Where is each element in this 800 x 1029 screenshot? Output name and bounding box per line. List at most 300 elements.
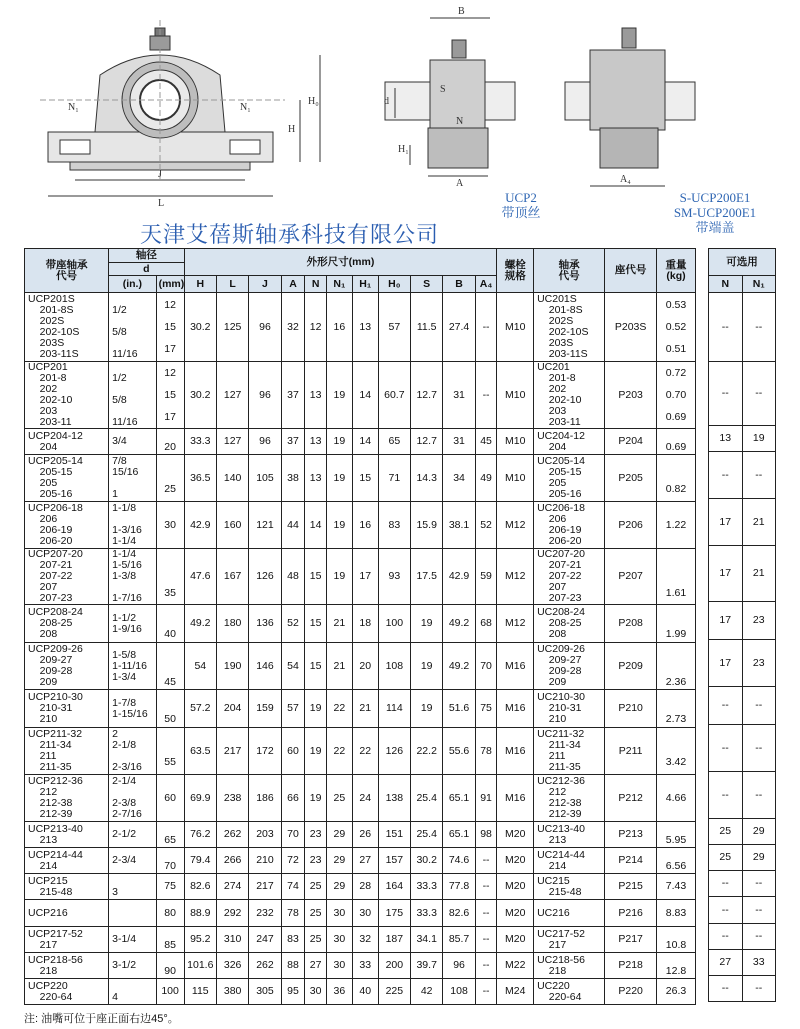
- dim-cell: 14: [352, 429, 378, 455]
- col-header-dim: B: [443, 276, 475, 293]
- dim-cell: 96: [249, 362, 281, 429]
- dim-cell: 29: [326, 848, 352, 874]
- housing-code-cell: UCP214-44 214: [25, 848, 109, 874]
- shaft-mm-cell: 50: [156, 690, 184, 728]
- dim-label-d: d: [384, 96, 389, 107]
- bearing-code-cell: UC209-26 209-27 209-28 209: [534, 643, 605, 690]
- optional-cell: --: [742, 976, 776, 1002]
- housing-code-cell: UCP204-12 204: [25, 429, 109, 455]
- company-name: 天津艾蓓斯轴承科技有限公司: [140, 223, 440, 248]
- optional-cell: --: [709, 687, 743, 725]
- col-header-bolt: 螺栓 规格: [497, 249, 534, 293]
- weight-cell: 0.82: [657, 455, 696, 502]
- optional-cell: --: [709, 725, 743, 772]
- shaft-mm-cell: 20: [156, 429, 184, 455]
- shaft-inch-cell: 1-5/8 1-11/16 1-3/4: [109, 643, 156, 690]
- dim-cell: 127: [216, 362, 248, 429]
- dim-cell: 49.2: [184, 605, 216, 643]
- seat-code-cell: P207: [605, 549, 657, 605]
- col-header-dim: H: [184, 276, 216, 293]
- shaft-mm-cell: 40: [156, 605, 184, 643]
- dim-cell: 19: [305, 775, 327, 822]
- dim-cell: 32: [352, 927, 378, 953]
- housing-code-cell: UCP212-36 212 212-38 212-39: [25, 775, 109, 822]
- dim-cell: 95: [281, 979, 305, 1005]
- optional-cell: --: [742, 687, 776, 725]
- shaft-mm-cell: 70: [156, 848, 184, 874]
- optional-cell: --: [709, 362, 743, 426]
- optional-cell: --: [709, 452, 743, 499]
- seat-code-cell: P203S: [605, 293, 657, 362]
- bolt-cell: M10: [497, 362, 534, 429]
- housing-code-cell: UCP208-24 208-25 208: [25, 605, 109, 643]
- dim-cell: 49: [475, 455, 497, 502]
- dim-cell: 19: [305, 728, 327, 775]
- optional-cell: 17: [709, 602, 743, 640]
- ucp2-note: [486, 190, 556, 220]
- dim-cell: 238: [216, 775, 248, 822]
- dim-cell: 172: [249, 728, 281, 775]
- bolt-cell: M22: [497, 953, 534, 979]
- dim-cell: 74.6: [443, 848, 475, 874]
- dim-cell: 266: [216, 848, 248, 874]
- table-row: [25, 728, 696, 775]
- bolt-cell: M16: [497, 643, 534, 690]
- dim-cell: 108: [443, 979, 475, 1005]
- seat-code-cell: P218: [605, 953, 657, 979]
- dim-cell: 65: [378, 429, 410, 455]
- dim-cell: 19: [305, 690, 327, 728]
- dim-cell: 44: [281, 502, 305, 549]
- table-row: [25, 502, 696, 549]
- dim-cell: 26: [352, 822, 378, 848]
- dim-label-N: N: [456, 116, 464, 127]
- dim-cell: 19: [326, 362, 352, 429]
- housing-code-cell: UCP205-14 205-15 205 205-16: [25, 455, 109, 502]
- dim-cell: 27: [352, 848, 378, 874]
- dim-cell: 157: [378, 848, 410, 874]
- housing-code-cell: UCP209-26 209-27 209-28 209: [25, 643, 109, 690]
- dim-cell: 126: [249, 549, 281, 605]
- housing-code-cell: UCP201 201-8 202 202-10 203 203-11: [25, 362, 109, 429]
- dim-cell: 24: [352, 775, 378, 822]
- dim-cell: 167: [216, 549, 248, 605]
- bearing-code-cell: UC218-56 218: [534, 953, 605, 979]
- dim-cell: 127: [216, 429, 248, 455]
- seat-code-cell: P205: [605, 455, 657, 502]
- col-header-dim: H₁: [352, 276, 378, 293]
- table-row: [709, 976, 776, 1002]
- dim-cell: 66: [281, 775, 305, 822]
- optional-cell: --: [742, 362, 776, 426]
- dim-cell: 12.7: [411, 362, 443, 429]
- table-row: [25, 455, 696, 502]
- table-row: [709, 602, 776, 640]
- col-header-opt: N: [709, 276, 743, 293]
- optional-cell: 19: [742, 426, 776, 452]
- seat-code-cell: P214: [605, 848, 657, 874]
- dim-cell: 232: [249, 900, 281, 927]
- dim-cell: 30: [326, 927, 352, 953]
- dim-cell: 217: [216, 728, 248, 775]
- bolt-cell: M24: [497, 979, 534, 1005]
- dim-cell: 57.2: [184, 690, 216, 728]
- col-header-seat-code: 座代号: [605, 249, 657, 293]
- dim-cell: 96: [443, 953, 475, 979]
- seat-code-cell: P215: [605, 874, 657, 900]
- dim-cell: 78: [475, 728, 497, 775]
- ucp2-note-line1: UCP2: [505, 190, 537, 205]
- optional-cell: 17: [709, 499, 743, 546]
- dim-cell: 200: [378, 953, 410, 979]
- shaft-mm-cell: 60: [156, 775, 184, 822]
- shaft-inch-cell: 1-1/2 1-9/16: [109, 605, 156, 643]
- dim-cell: 30: [352, 900, 378, 927]
- dim-cell: 38: [281, 455, 305, 502]
- dim-cell: 121: [249, 502, 281, 549]
- dim-cell: 160: [216, 502, 248, 549]
- table-row: [25, 953, 696, 979]
- weight-cell: 26.3: [657, 979, 696, 1005]
- dim-cell: 48: [281, 549, 305, 605]
- dim-cell: 88.9: [184, 900, 216, 927]
- shaft-inch-cell: 7/8 15/16 1: [109, 455, 156, 502]
- optional-cell: 13: [709, 426, 743, 452]
- dim-cell: --: [475, 927, 497, 953]
- dim-cell: 14: [352, 362, 378, 429]
- weight-cell: 0.53 0.52 0.51: [657, 293, 696, 362]
- sucp-note-line3: 带端盖: [695, 220, 735, 235]
- dim-label-S: S: [440, 84, 446, 95]
- dim-cell: 82.6: [443, 900, 475, 927]
- optional-cell: --: [742, 924, 776, 950]
- dim-cell: 13: [305, 455, 327, 502]
- dim-cell: 42.9: [184, 502, 216, 549]
- dim-cell: 96: [249, 293, 281, 362]
- seat-code-cell: P211: [605, 728, 657, 775]
- optional-cell: --: [709, 293, 743, 362]
- shaft-inch-cell: 2-1/2: [109, 822, 156, 848]
- dim-cell: 22: [352, 728, 378, 775]
- dim-label-A4: A₄: [620, 174, 631, 185]
- optional-cell: --: [742, 897, 776, 924]
- weight-cell: 10.8: [657, 927, 696, 953]
- dim-cell: 45: [475, 429, 497, 455]
- ucp2-note-line2: 带顶丝: [501, 205, 541, 220]
- table-row: [709, 452, 776, 499]
- dim-cell: 380: [216, 979, 248, 1005]
- dim-cell: 30.2: [411, 848, 443, 874]
- dim-cell: 71: [378, 455, 410, 502]
- col-header-dim: N: [305, 276, 327, 293]
- dim-cell: 31: [443, 429, 475, 455]
- col-header-dim: A₄: [475, 276, 497, 293]
- col-header-dim: H₀: [378, 276, 410, 293]
- dim-cell: 262: [249, 953, 281, 979]
- table-row: [709, 897, 776, 924]
- weight-cell: 12.8: [657, 953, 696, 979]
- dim-cell: 164: [378, 874, 410, 900]
- dim-cell: 16: [326, 293, 352, 362]
- dim-cell: 83: [281, 927, 305, 953]
- dim-cell: 72: [281, 848, 305, 874]
- weight-cell: 4.66: [657, 775, 696, 822]
- table-row: [709, 640, 776, 687]
- optional-cell: --: [742, 725, 776, 772]
- table-row: [709, 871, 776, 897]
- dim-cell: 13: [305, 362, 327, 429]
- dim-cell: 247: [249, 927, 281, 953]
- weight-cell: 0.69: [657, 429, 696, 455]
- dim-cell: 30: [326, 900, 352, 927]
- weight-cell: 3.42: [657, 728, 696, 775]
- dim-cell: 37: [281, 362, 305, 429]
- dim-cell: 100: [378, 605, 410, 643]
- optional-table: [708, 248, 776, 1002]
- dim-cell: 19: [326, 549, 352, 605]
- dim-cell: 82.6: [184, 874, 216, 900]
- optional-cell: --: [742, 772, 776, 819]
- bolt-cell: M20: [497, 927, 534, 953]
- optional-cell: --: [709, 924, 743, 950]
- dim-cell: 96: [249, 429, 281, 455]
- dim-cell: 225: [378, 979, 410, 1005]
- dim-cell: 47.6: [184, 549, 216, 605]
- seat-code-cell: P203: [605, 362, 657, 429]
- bearing-code-cell: UC216: [534, 900, 605, 927]
- dim-cell: 262: [216, 822, 248, 848]
- shaft-mm-cell: 65: [156, 822, 184, 848]
- shaft-mm-cell: 30: [156, 502, 184, 549]
- dim-cell: 13: [352, 293, 378, 362]
- dim-cell: 14: [305, 502, 327, 549]
- dim-cell: 15: [305, 605, 327, 643]
- bolt-cell: M16: [497, 728, 534, 775]
- table-row: [709, 950, 776, 976]
- shaft-inch-cell: 2-3/4: [109, 848, 156, 874]
- shaft-inch-cell: 3/4: [109, 429, 156, 455]
- dim-cell: 210: [249, 848, 281, 874]
- dim-cell: 19: [411, 643, 443, 690]
- dim-cell: 292: [216, 900, 248, 927]
- table-row: [709, 725, 776, 772]
- table-row: [709, 426, 776, 452]
- table-row: [25, 822, 696, 848]
- dim-label-Ho: H₀: [308, 96, 319, 107]
- optional-cell: 21: [742, 546, 776, 602]
- table-row: [25, 429, 696, 455]
- spec-table-body: [25, 293, 696, 1005]
- dim-cell: 79.4: [184, 848, 216, 874]
- optional-cell: --: [742, 293, 776, 362]
- bolt-cell: M12: [497, 549, 534, 605]
- housing-code-cell: UCP206-18 206 206-19 206-20: [25, 502, 109, 549]
- optional-cell: --: [709, 772, 743, 819]
- col-header-dim: N₁: [326, 276, 352, 293]
- col-header-shaft: 轴径: [109, 249, 184, 263]
- shaft-mm-cell: 12 15 17: [156, 293, 184, 362]
- table-row: [25, 605, 696, 643]
- col-header-dim: J: [249, 276, 281, 293]
- dim-cell: 34.1: [411, 927, 443, 953]
- dim-cell: 175: [378, 900, 410, 927]
- dim-cell: 20: [352, 643, 378, 690]
- weight-cell: 2.73: [657, 690, 696, 728]
- table-row: [709, 293, 776, 362]
- dim-cell: 274: [216, 874, 248, 900]
- col-header-optional: 可选用: [709, 249, 776, 276]
- dim-cell: 30.2: [184, 293, 216, 362]
- housing-code-cell: UCP211-32 211-34 211 211-35: [25, 728, 109, 775]
- dim-cell: 136: [249, 605, 281, 643]
- bearing-code-cell: UC211-32 211-34 211 211-35: [534, 728, 605, 775]
- bolt-cell: M20: [497, 900, 534, 927]
- shaft-inch-cell: 1/2 5/8 11/16: [109, 293, 156, 362]
- optional-table-body: [709, 293, 776, 1002]
- table-row: [709, 362, 776, 426]
- shaft-inch-cell: 1-1/4 1-5/16 1-3/8 1-7/16: [109, 549, 156, 605]
- housing-code-cell: UCP217-52 217: [25, 927, 109, 953]
- dim-cell: 57: [281, 690, 305, 728]
- bolt-cell: M12: [497, 605, 534, 643]
- optional-cell: 25: [709, 819, 743, 845]
- dim-cell: --: [475, 900, 497, 927]
- dim-cell: 36: [326, 979, 352, 1005]
- seat-code-cell: P220: [605, 979, 657, 1005]
- dim-cell: 65.1: [443, 775, 475, 822]
- dim-cell: 85.7: [443, 927, 475, 953]
- dim-label-N1-right: N₁: [240, 102, 251, 113]
- dim-cell: 19: [326, 455, 352, 502]
- dim-cell: 54: [281, 643, 305, 690]
- dim-cell: 25.4: [411, 822, 443, 848]
- dim-cell: --: [475, 362, 497, 429]
- col-header-d: d: [109, 263, 184, 276]
- bearing-code-cell: UC206-18 206 206-19 206-20: [534, 502, 605, 549]
- dim-cell: 326: [216, 953, 248, 979]
- shaft-inch-cell: 3-1/2: [109, 953, 156, 979]
- optional-cell: --: [709, 871, 743, 897]
- dim-cell: 76.2: [184, 822, 216, 848]
- dim-cell: 29: [326, 822, 352, 848]
- shaft-mm-cell: 45: [156, 643, 184, 690]
- col-header-bearing-code: 轴承 代号: [534, 249, 605, 293]
- dim-cell: 38.1: [443, 502, 475, 549]
- dim-cell: 31: [443, 362, 475, 429]
- housing-code-cell: UCP207-20 207-21 207-22 207 207-23: [25, 549, 109, 605]
- optional-cell: 21: [742, 499, 776, 546]
- optional-cell: 17: [709, 546, 743, 602]
- shaft-mm-cell: 35: [156, 549, 184, 605]
- bearing-code-cell: UC204-12 204: [534, 429, 605, 455]
- dim-cell: 23: [305, 848, 327, 874]
- dim-cell: 17: [352, 549, 378, 605]
- table-row: [25, 362, 696, 429]
- table-row: [709, 819, 776, 845]
- dim-cell: 15: [305, 643, 327, 690]
- seat-code-cell: P210: [605, 690, 657, 728]
- dim-cell: 65.1: [443, 822, 475, 848]
- dim-cell: 33.3: [411, 900, 443, 927]
- dim-cell: 305: [249, 979, 281, 1005]
- shaft-mm-cell: 75: [156, 874, 184, 900]
- bearing-code-cell: UC212-36 212 212-38 212-39: [534, 775, 605, 822]
- dim-cell: 27.4: [443, 293, 475, 362]
- table-row: [25, 900, 696, 927]
- dim-cell: 186: [249, 775, 281, 822]
- bearing-code-cell: UC201 201-8 202 202-10 203 203-11: [534, 362, 605, 429]
- dim-cell: 60: [281, 728, 305, 775]
- dim-cell: 19: [326, 502, 352, 549]
- front-view-drawing: [40, 20, 320, 196]
- bolt-cell: M20: [497, 822, 534, 848]
- bearing-code-cell: UC207-20 207-21 207-22 207 207-23: [534, 549, 605, 605]
- dim-cell: 101.6: [184, 953, 216, 979]
- optional-cell: 33: [742, 950, 776, 976]
- dim-cell: 28: [352, 874, 378, 900]
- dim-cell: 54: [184, 643, 216, 690]
- dim-label-J: J: [158, 169, 162, 180]
- shaft-inch-cell: 3-1/4: [109, 927, 156, 953]
- shaft-inch-cell: 1/2 5/8 11/16: [109, 362, 156, 429]
- dim-cell: 25: [326, 775, 352, 822]
- seat-code-cell: P209: [605, 643, 657, 690]
- bearing-code-cell: UC217-52 217: [534, 927, 605, 953]
- dim-cell: 88: [281, 953, 305, 979]
- table-row: [25, 293, 696, 362]
- seat-code-cell: P217: [605, 927, 657, 953]
- dim-cell: 15: [352, 455, 378, 502]
- optional-cell: --: [709, 976, 743, 1002]
- dim-cell: --: [475, 848, 497, 874]
- dim-cell: 13: [305, 429, 327, 455]
- seat-code-cell: P213: [605, 822, 657, 848]
- bearing-code-cell: UC205-14 205-15 205 205-16: [534, 455, 605, 502]
- shaft-inch-cell: 1-1/8 1-3/16 1-1/4: [109, 502, 156, 549]
- dim-cell: 68: [475, 605, 497, 643]
- dim-label-L: L: [158, 198, 165, 209]
- dim-cell: 34: [443, 455, 475, 502]
- bolt-cell: M10: [497, 429, 534, 455]
- bearing-code-cell: UC210-30 210-31 210: [534, 690, 605, 728]
- bolt-cell: M12: [497, 502, 534, 549]
- dim-cell: 23: [305, 822, 327, 848]
- end-cap-view-drawing: [565, 28, 695, 186]
- dim-cell: 21: [352, 690, 378, 728]
- dim-cell: 140: [216, 455, 248, 502]
- optional-cell: 23: [742, 640, 776, 687]
- dim-cell: --: [475, 953, 497, 979]
- seat-code-cell: P212: [605, 775, 657, 822]
- shaft-inch-cell: 3: [109, 874, 156, 900]
- dim-cell: 25: [305, 874, 327, 900]
- table-row: [709, 772, 776, 819]
- dim-cell: 187: [378, 927, 410, 953]
- dim-cell: 60.7: [378, 362, 410, 429]
- dim-cell: 42: [411, 979, 443, 1005]
- col-header-dims: 外形尺寸(mm): [184, 249, 497, 276]
- weight-cell: 7.43: [657, 874, 696, 900]
- weight-cell: 8.83: [657, 900, 696, 927]
- shaft-mm-cell: 55: [156, 728, 184, 775]
- optional-cell: --: [709, 897, 743, 924]
- shaft-mm-cell: 25: [156, 455, 184, 502]
- weight-cell: 2.36: [657, 643, 696, 690]
- footnote: 注: 油嘴可位于座正面右边45°。: [24, 1013, 179, 1025]
- col-header-weight: 重量 (kg): [657, 249, 696, 293]
- table-row: [709, 924, 776, 950]
- optional-cell: 29: [742, 845, 776, 871]
